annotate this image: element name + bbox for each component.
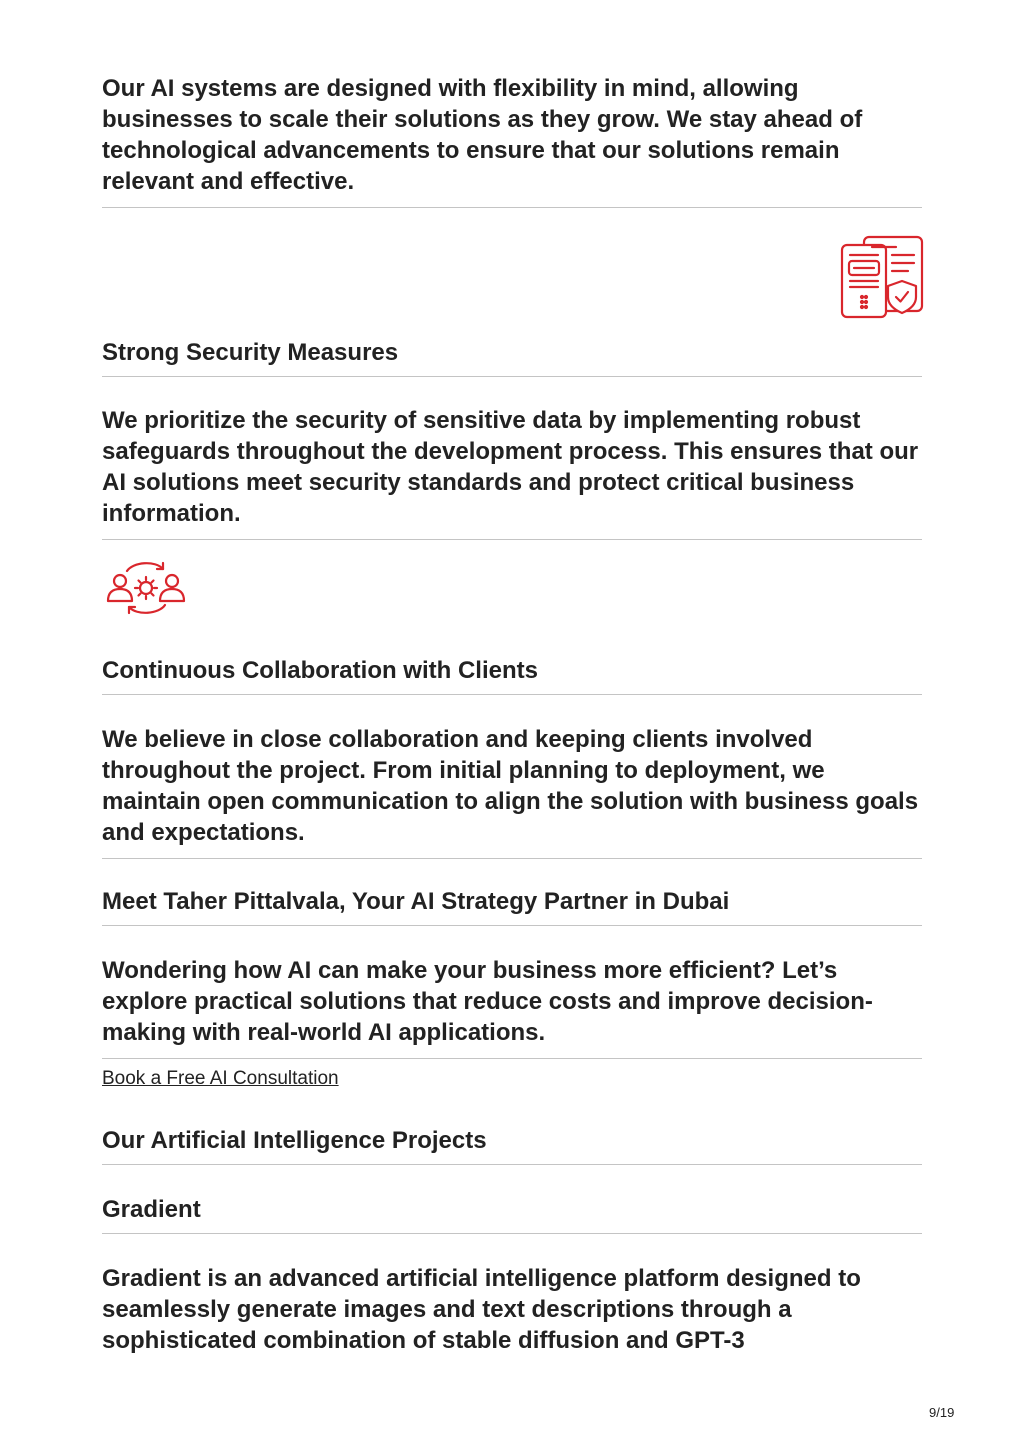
collaboration-paragraph: We believe in close collaboration and keeping clients involved throughout the project. From initial planning to deployment, we maintain open communication to align the solution with business goals and expectations. xyxy=(102,724,922,859)
security-heading: Strong Security Measures xyxy=(102,337,922,377)
consultation-paragraph: Wondering how AI can make your business more efficient? Let’s explore practical solutions that reduce costs and improve decision-making with real-world AI applications. xyxy=(102,955,922,1059)
collaboration-section xyxy=(102,557,922,619)
project-title: Gradient xyxy=(102,1194,922,1234)
intro-paragraph: Our AI systems are designed with flexibility in mind, allowing businesses to scale their solutions as they grow. We stay ahead of technological advancements to ensure that our solutions remain relevant and effective. xyxy=(102,73,922,208)
security-paragraph: We prioritize the security of sensitive data by implementing robust safeguards throughout the development process. This ensures that our AI solutions meet security standards and protect critical business information. xyxy=(102,405,922,540)
security-section xyxy=(102,235,922,319)
book-consultation-link[interactable]: Book a Free AI Consultation xyxy=(102,1068,339,1089)
document-shield-icon xyxy=(840,235,924,319)
team-collaboration-icon xyxy=(105,557,187,619)
project-description: Gradient is an advanced artificial intelligence platform designed to seamlessly generate images and text descriptions through a sophisticated combination of stable diffusion and GPT-3 xyxy=(102,1265,861,1354)
consultation-heading: Meet Taher Pittalvala, Your AI Strategy Partner in Dubai xyxy=(102,886,922,926)
projects-heading: Our Artificial Intelligence Projects xyxy=(102,1125,922,1165)
collaboration-heading: Continuous Collaboration with Clients xyxy=(102,655,922,695)
page-number: 9/19 xyxy=(929,1405,955,1420)
